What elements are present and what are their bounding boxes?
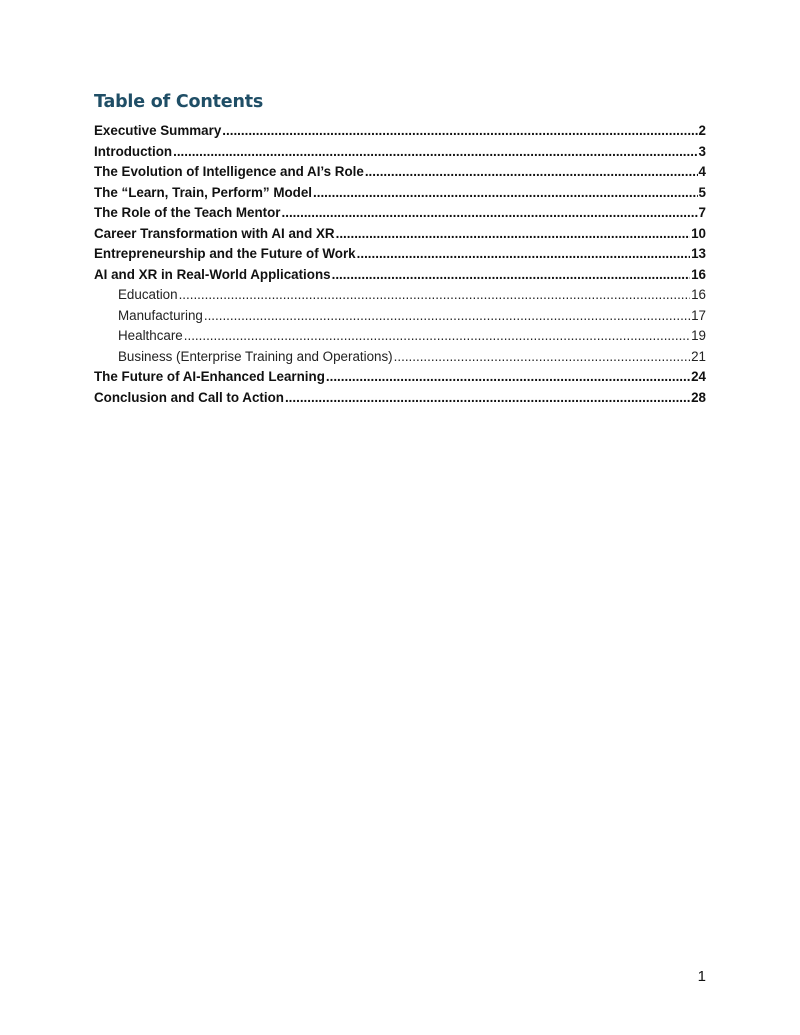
toc-entry-page: 5: [698, 184, 706, 200]
toc-entry-healthcare[interactable]: [94, 326, 706, 347]
toc-entry-label: Entrepreneurship and the Future of Work: [94, 246, 356, 261]
toc-entry-introduction[interactable]: [94, 142, 706, 163]
toc-entry-label: Executive Summary: [94, 123, 222, 138]
toc-entry-teach-mentor[interactable]: [94, 203, 706, 224]
toc-entry-label: Business (Enterprise Training and Operations): [118, 348, 393, 364]
toc-entry-label: Education: [118, 287, 178, 302]
toc-dot-leader: [313, 183, 698, 204]
toc-entry-page: 16: [691, 266, 706, 282]
toc-entry-real-world-applications[interactable]: [94, 265, 706, 286]
toc-dot-leader: [282, 203, 698, 224]
toc-list: [94, 121, 706, 408]
toc-entry-future-of-learning[interactable]: [94, 367, 706, 388]
toc-dot-leader: [179, 285, 691, 306]
toc-entry-page: 17: [691, 307, 706, 323]
page-number: 1: [697, 968, 706, 985]
toc-dot-leader: [285, 388, 690, 409]
toc-entry-page: 28: [691, 389, 706, 405]
toc-entry-education[interactable]: [94, 285, 706, 306]
toc-entry-label: AI and XR in Real-World Applications: [94, 266, 331, 282]
toc-dot-leader: [326, 367, 690, 388]
toc-entry-label: The Evolution of Intelligence and AI’s Role: [94, 164, 364, 179]
toc-entry-career-transformation[interactable]: [94, 224, 706, 245]
toc-entry-conclusion[interactable]: [94, 388, 706, 409]
toc-entry-label: Introduction: [94, 143, 173, 159]
toc-entry-label: Healthcare: [118, 328, 183, 343]
toc-dot-leader: [204, 306, 690, 327]
toc-entry-executive-summary[interactable]: [94, 121, 706, 142]
toc-entry-page: 10: [691, 225, 706, 241]
toc-dot-leader: [184, 326, 690, 347]
toc-entry-entrepreneurship[interactable]: [94, 244, 706, 265]
toc-entry-page: 7: [698, 205, 706, 220]
toc-entry-page: 4: [698, 164, 706, 179]
toc-entry-learn-train-perform[interactable]: [94, 183, 706, 204]
toc-dot-leader: [173, 142, 697, 163]
toc-entry-business[interactable]: [94, 347, 706, 368]
toc-dot-leader: [332, 265, 691, 286]
toc-entry-page: 2: [698, 123, 706, 138]
toc-entry-label: The Future of AI-Enhanced Learning: [94, 369, 325, 384]
toc-entry-label: The “Learn, Train, Perform” Model: [94, 184, 313, 200]
toc-entry-label: Conclusion and Call to Action: [94, 389, 284, 405]
toc-entry-label: Career Transformation with AI and XR: [94, 225, 335, 241]
toc-dot-leader: [365, 162, 698, 183]
toc-dot-leader: [394, 347, 690, 368]
toc-entry-page: 24: [691, 369, 706, 384]
toc-entry-evolution-of-intelligence[interactable]: [94, 162, 706, 183]
toc-entry-page: 19: [691, 328, 706, 343]
toc-entry-label: The Role of the Teach Mentor: [94, 205, 281, 220]
toc-dot-leader: [336, 224, 691, 245]
toc-entry-page: 13: [691, 246, 706, 261]
toc-entry-manufacturing[interactable]: [94, 306, 706, 327]
toc-title: Table of Contents: [94, 92, 264, 112]
toc-entry-page: 16: [691, 287, 706, 302]
toc-entry-page: 21: [691, 348, 706, 364]
toc-dot-leader: [222, 121, 697, 142]
toc-dot-leader: [357, 244, 690, 265]
toc-entry-label: Manufacturing: [118, 307, 203, 323]
toc-entry-page: 3: [698, 143, 706, 159]
